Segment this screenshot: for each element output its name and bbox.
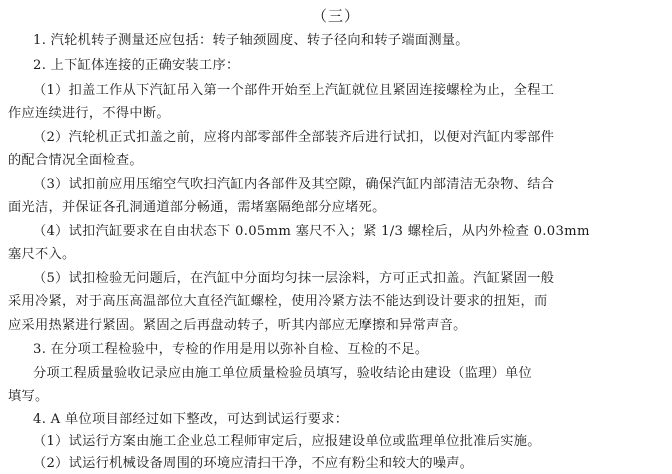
text-line-6: 的配合情况全面检查。	[8, 153, 143, 168]
text-line-11: （5）试扣检验无问题后，在汽缸中分面均匀抹一层涂料，方可正式扣盖。汽缸紧固一般	[33, 271, 555, 286]
text-line-12: 采用冷紧，对于高压高温部位大直径汽缸螺栓，使用冷紧方法不能达到设计要求的扭矩，而	[8, 294, 548, 309]
text-line-13: 应采用热紧进行紧固。紧固之后再盘动转子，听其内部应无摩擦和异常声音。	[8, 318, 467, 333]
text-line-19: （2）试运行机械设备周围的环境应清扫干净，不应有粉尘和较大的噪声。	[33, 456, 474, 471]
text-line-4: 作应连续进行，不得中断。	[8, 106, 170, 121]
text-line-7: （3）试扣前应用压缩空气吹扫汽缸内各部件及其空隙，确保汽缸内部清洁无杂物、结合	[33, 177, 555, 192]
text-line-5: （2）汽轮机正式扣盖之前，应将内部零部件全部装齐后进行试扣，以便对汽缸内零部件	[33, 130, 555, 145]
text-line-9: （4）试扣汽缸要求在自由状态下 0.05mm 塞尺不入；紧 1/3 螺栓后，从内外检查 0.03mm	[33, 224, 590, 239]
text-line-17: 4. A 单位项目部经过如下整改，可达到试运行要求：	[33, 412, 349, 427]
text-line-1: 1. 汽轮机转子测量还应包括：转子轴颈圆度、转子径向和转子端面测量。	[33, 33, 469, 48]
text-line-2: 2. 上下缸体连接的正确安装工序：	[33, 58, 240, 73]
text-line-15: 分项工程质量验收记录应由施工单位质量检验员填写，验收结论由建设（监理）单位	[33, 366, 533, 381]
text-line-14: 3. 在分项工程检验中，专检的作用是用以弥补自检、互检的不足。	[33, 342, 429, 357]
text-line-10: 塞尺不入。	[8, 247, 76, 262]
text-line-16: 填写。	[8, 389, 49, 404]
text-line-3: （1）扣盖工作从下汽缸吊入第一个部件开始至上汽缸就位且紧固连接螺栓为止，全程工	[33, 83, 555, 98]
text-line-18: （1）试运行方案由施工企业总工程师审定后，应报建设单位或监理单位批准后实施。	[33, 434, 541, 449]
text-line-8: 面光洁，并保证各孔洞通道部分畅通，需堵塞隔绝部分应堵死。	[8, 200, 386, 215]
section-heading: （三）	[311, 7, 360, 25]
